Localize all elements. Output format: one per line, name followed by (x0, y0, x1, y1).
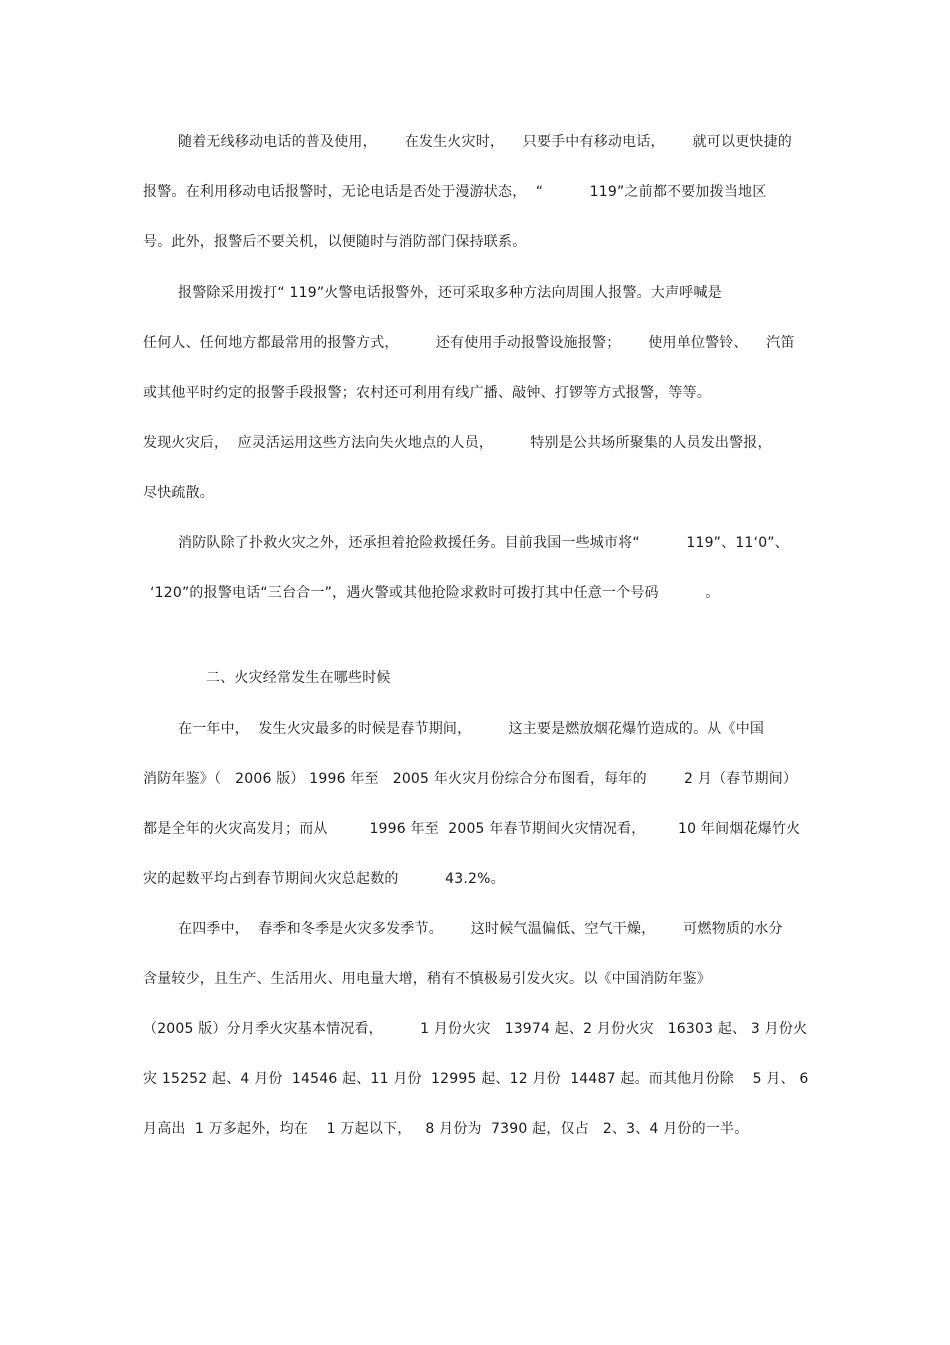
paragraph-5-line-1: 在四季中， 春季和冬季是火灾多发季节。 这时候气温偏低、空气干燥， 可燃物质的水分 (178, 921, 783, 937)
paragraph-5-line-3: （2005 版）分月季火灾基本情况看， 1 月份火灾 13974 起、2 月份火灾 16303 起、 3 月份火 (143, 1021, 808, 1037)
paragraph-3-line-1: 消防队除了扑救火灾之外，还承担着抢险救援任务。目前我国一些城市将“ 119”、11‘0”、 (178, 535, 789, 551)
paragraph-1-line-3: 号。此外，报警后不要关机，以便随时与消防部门保持联系。 (143, 234, 527, 250)
paragraph-1-line-2: 报警。在利用移动电话报警时，无论电话是否处于漫游状态， “ 119”之前都不要加拨当地区 (143, 184, 767, 200)
paragraph-2-line-5: 尽快疏散。 (143, 485, 214, 501)
paragraph-4-line-1: 在一年中， 发生火灾最多的时候是春节期间， 这主要是燃放烟花爆竹造成的。从《中国 (178, 721, 765, 737)
paragraph-2-line-2: 任何人、任何地方都最常用的报警方式， 还有使用手动报警设施报警； 使用单位警铃、 汽笛 (143, 335, 795, 351)
section-heading: 二、火灾经常发生在哪些时候 (206, 670, 391, 686)
paragraph-2-line-4: 发现火灾后， 应灵活运用这些方法向失火地点的人员， 特别是公共场所聚集的人员发出警报， (143, 435, 772, 451)
paragraph-5-line-2: 含量较少，且生产、生活用火、用电量大增，稍有不慎极易引发火灾。以《中国消防年鉴》 (143, 971, 711, 987)
paragraph-2-line-3: 或其他平时约定的报警手段报警；农村还可利用有线广播、敲钟、打锣等方式报警，等等。 (143, 385, 711, 401)
paragraph-2-line-1: 报警除采用拨打“ 119”火警电话报警外，还可采取多种方法向周围人报警。大声呼喊是 (178, 285, 722, 301)
paragraph-1-line-1: 随着无线移动电话的普及使用， 在发生火灾时， 只要手中有移动电话， 就可以更快捷的 (178, 134, 793, 150)
paragraph-3-line-2: ‘120”的报警电话“三台合一”，遇火警或其他抢险求救时可拨打其中任意一个号码 。 (150, 585, 720, 601)
paragraph-5-line-4: 灾 15252 起、4 月份 14546 起、11 月份 12995 起、12 月份 14487 起。而其他月份除 5 月、 6 (143, 1071, 809, 1087)
paragraph-4-line-3: 都是全年的火灾高发月；而从 1996 年至 2005 年春节期间火灾情况看， 10 年间烟花爆竹火 (143, 821, 801, 837)
paragraph-5-line-5: 月高出 1 万多起外，均在 1 万起以下， 8 月份为 7390 起，仅占 2、3、4 月份的一半。 (143, 1121, 749, 1137)
paragraph-4-line-4: 灾的起数平均占到春节期间火灾总起数的 43.2%。 (143, 871, 505, 887)
paragraph-4-line-2: 消防年鉴》（ 2006 版） 1996 年至 2005 年火灾月份综合分布图看，每年的 2 月（春节期间） (143, 771, 798, 787)
